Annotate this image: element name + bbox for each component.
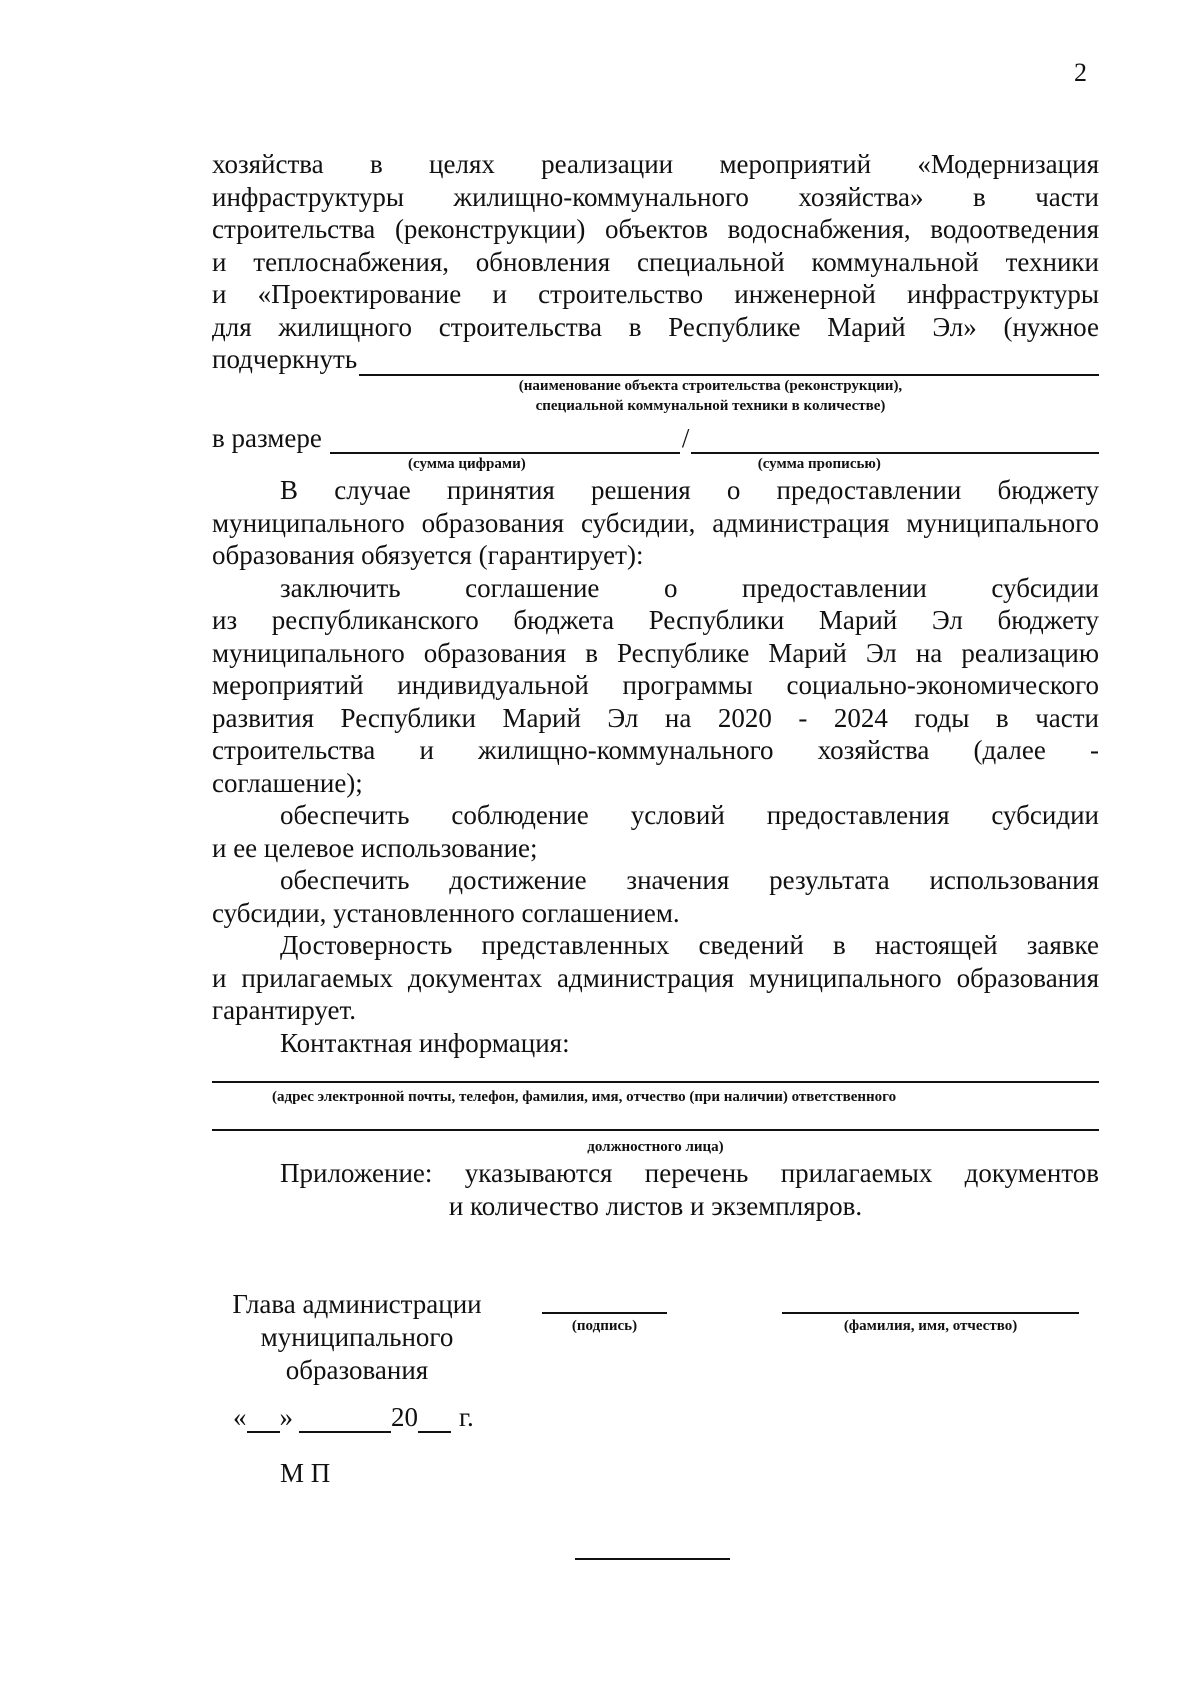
stamp-place: М П [280, 1458, 331, 1488]
text-line: и прилагаемых документах администрация муниципального образования [212, 962, 1099, 993]
page-number: 2 [1074, 58, 1087, 87]
full-name-blank [782, 1312, 1079, 1314]
appendix-line: Приложение: указываются перечень прилагаемых документов [280, 1158, 1099, 1188]
text-line: В случае принятия решения о предоставлении бюджету [280, 475, 1099, 505]
signature-blank [542, 1312, 667, 1314]
signatory-title-line: образования [285, 1355, 429, 1385]
contact-blank-2 [212, 1107, 1099, 1131]
text-line: для жилищного строительства в Республике Марий Эл» (нужное [212, 311, 1099, 342]
appendix [212, 1157, 1099, 1222]
amount-words-blank [691, 430, 1099, 454]
text-line: и теплоснабжения, обновления специальной коммунальной техники [212, 246, 1099, 277]
amount-caption-words: (сумма прописью) [757, 456, 881, 472]
signatory-title-line: Глава администрации [232, 1289, 482, 1319]
text-line: обеспечить достижение значения результата использования [280, 865, 1099, 895]
date-field [233, 1402, 474, 1433]
text-line: инфраструктуры жилищно-коммунального хозяйства» в части [212, 181, 1099, 212]
paragraph-result [212, 864, 1099, 929]
text-line: строительства (реконструкции) объектов водоснабжения, водоотведения [212, 214, 1099, 244]
amount-captions [212, 454, 1099, 474]
appendix-line: и количество листов и экземпляров. [448, 1190, 863, 1221]
year-prefix: 20 [391, 1402, 418, 1432]
amount-slash: / [681, 422, 690, 453]
signatory-title-line: муниципального [260, 1322, 454, 1352]
contact-caption-2: должностного лица) [587, 1139, 724, 1155]
text-line: заключить соглашение о предоставлении субсидии [280, 572, 1099, 603]
object-caption-line: (наименование объекта строительства (реконструкции), [518, 377, 903, 394]
contact-blank-1 [212, 1059, 1099, 1083]
amount-caption-digits: (сумма цифрами) [408, 456, 526, 472]
text-line: муниципального образования субсидии, администрация муниципального [212, 507, 1099, 538]
text-line: гарантирует. [212, 995, 357, 1025]
text-line: из республиканского бюджета Республики Марий Эл бюджету [212, 605, 1099, 635]
year-suffix: г. [459, 1402, 474, 1432]
text-line: образования обязуется (гарантирует): [212, 540, 644, 570]
signature-caption: (подпись) [571, 1318, 638, 1334]
year-blank [418, 1409, 451, 1433]
text-line: соглашение); [212, 767, 363, 798]
text-line: Достоверность представленных сведений в настоящей заявке [280, 930, 1099, 960]
document-body [212, 148, 1099, 1222]
full-name-caption: (фамилия, имя, отчество) [843, 1318, 1018, 1334]
paragraph-compliance [212, 799, 1099, 864]
object-name-field [212, 343, 1099, 376]
signatory-title [212, 1288, 502, 1387]
paragraph-decision [212, 474, 1099, 572]
date-close-quote: » [279, 1402, 293, 1432]
object-name-blank [359, 352, 1099, 376]
underline-label: подчеркнуть [212, 344, 358, 374]
date-open-quote: « [233, 1402, 247, 1432]
paragraph-agreement [212, 572, 1099, 800]
object-caption [322, 376, 1099, 416]
document-end-line [575, 1558, 730, 1560]
paragraph-intro [212, 148, 1099, 343]
amount-label: в размере [212, 422, 322, 453]
month-blank [299, 1409, 391, 1433]
text-line: мероприятий индивидуальной программы социально-экономического [212, 670, 1099, 700]
text-line: хозяйства в целях реализации мероприятий «Модернизация [212, 149, 1099, 179]
contact-label: Контактная информация: [280, 1027, 570, 1058]
contact-caption-1: (адрес электронной почты, телефон, фамилия, имя, отчество (при наличии) ответственного [272, 1089, 897, 1105]
text-line: обеспечить соблюдение условий предоставления субсидии [280, 800, 1099, 830]
text-line: субсидии, установленного соглашением. [212, 897, 680, 928]
object-caption-line: специальной коммунальной техники в количестве) [535, 397, 886, 414]
text-line: строительства и жилищно-коммунального хозяйства (далее - [212, 735, 1099, 765]
text-line: развития Республики Марий Эл на 2020 - 2024 годы в части [212, 702, 1099, 733]
amount-field [212, 422, 1099, 455]
text-line: и ее целевое использование; [212, 832, 538, 863]
text-line: и «Проектирование и строительство инженерной инфраструктуры [212, 279, 1099, 309]
amount-digits-blank [330, 430, 680, 454]
paragraph-reliability [212, 929, 1099, 1027]
day-blank [247, 1409, 280, 1433]
text-line: муниципального образования в Республике Марий Эл на реализацию [212, 637, 1099, 668]
